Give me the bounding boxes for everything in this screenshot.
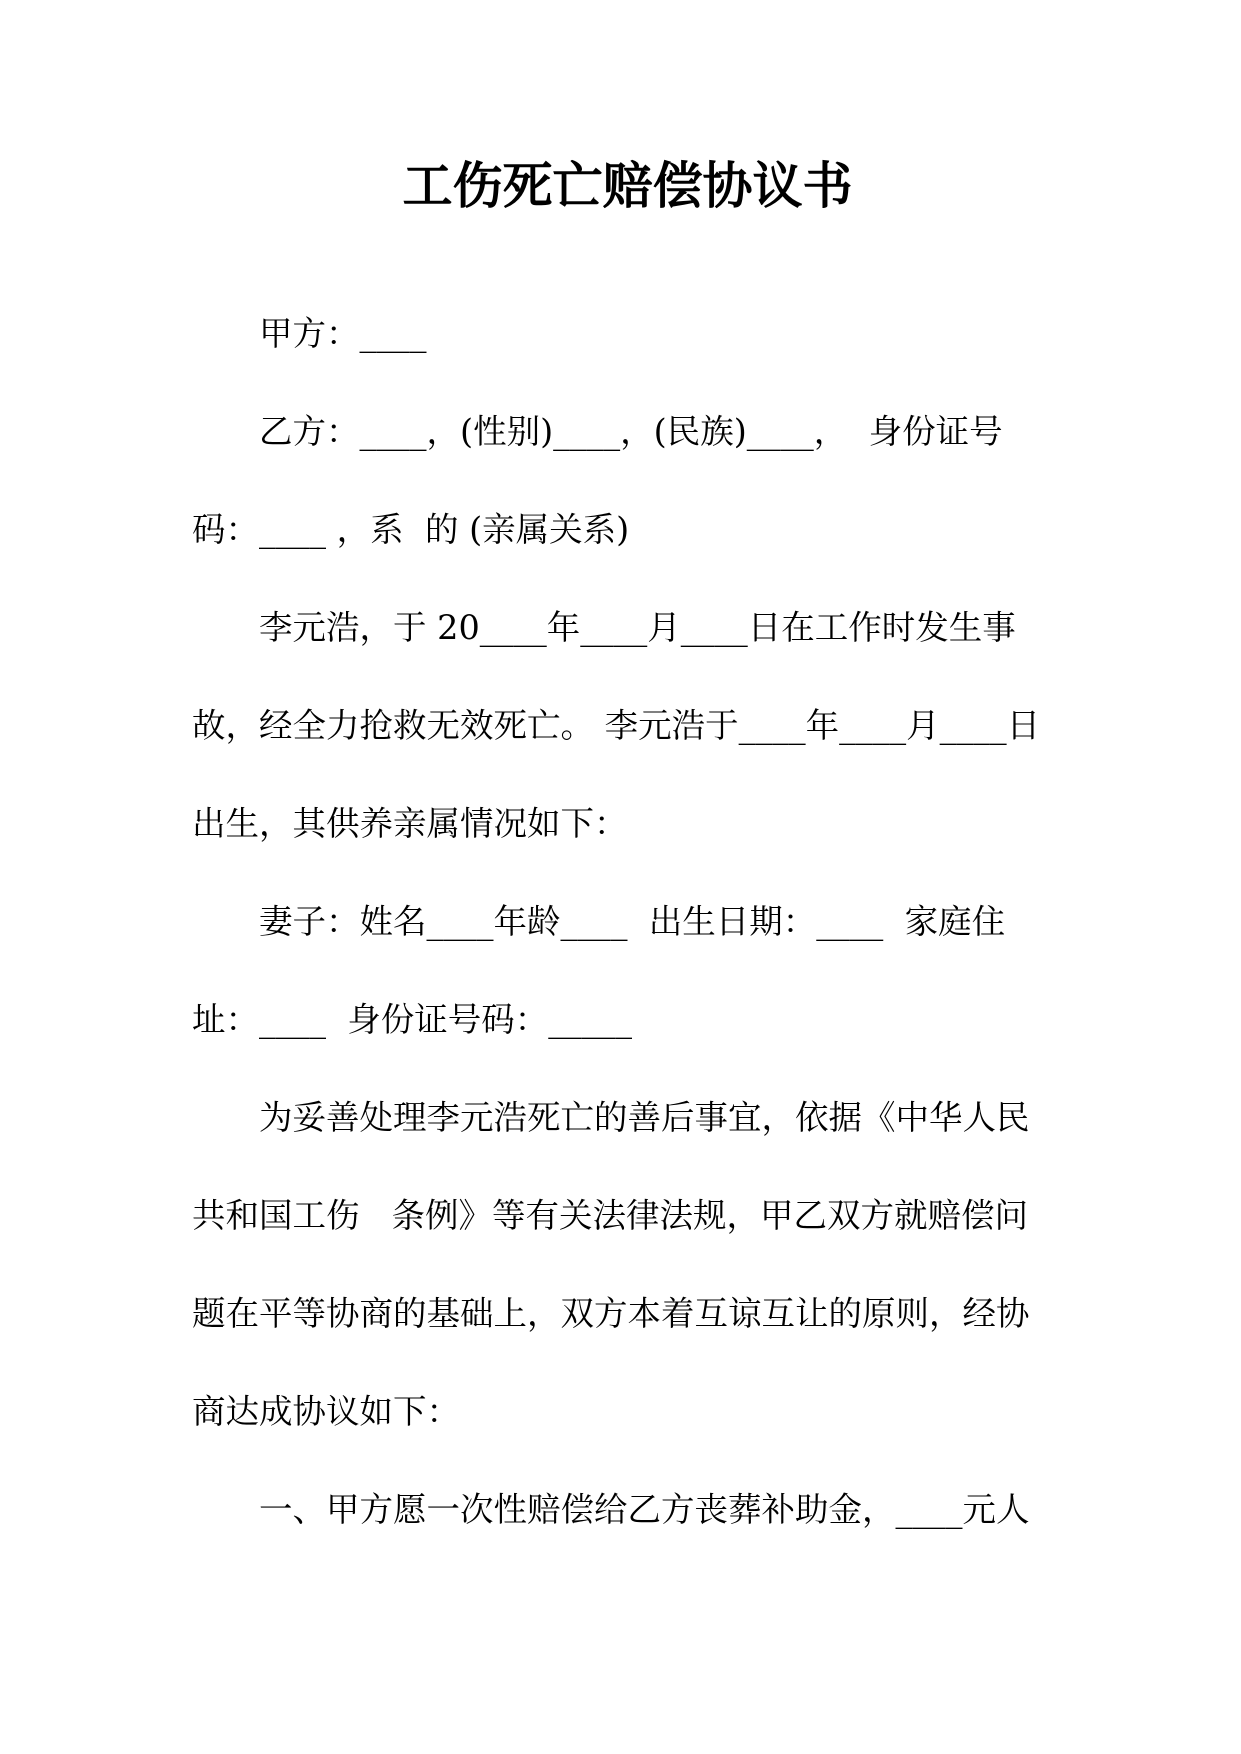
party-b-id-line: 码：____ ，系 的 (亲属关系) xyxy=(192,510,630,549)
purpose-line-4: 商达成协议如下： xyxy=(192,1392,460,1431)
clause-one-line: 一、甲方愿一次性赔偿给乙方丧葬补助金，____元人 xyxy=(259,1490,1030,1529)
spouse-line-2: 址：____ 身份证号码：_____ xyxy=(192,1000,633,1039)
document-body xyxy=(192,285,1092,1559)
accident-line-2: 故，经全力抢救无效死亡。 李元浩于____年____月____日 xyxy=(192,706,1041,745)
purpose-line-3: 题在平等协商的基础上，双方本着互谅互让的原则，经协 xyxy=(192,1294,1030,1333)
accident-line-1: 李元浩，于 20____年____月____日在工作时发生事 xyxy=(259,608,1016,647)
document-title: 工伤死亡赔偿协议书 xyxy=(402,156,853,215)
party-a-line: 甲方：____ xyxy=(259,314,427,353)
purpose-line-1: 为妥善处理李元浩死亡的善后事宜，依据《中华人民 xyxy=(259,1098,1030,1137)
party-b-line: 乙方：____，(性别)____，(民族)____， 身份证号 xyxy=(259,412,1003,451)
spouse-line-1: 妻子：姓名____年龄____ 出生日期：____ 家庭住 xyxy=(259,902,1006,941)
purpose-line-2: 共和国工伤 条例》等有关法律法规，甲乙双方就赔偿问 xyxy=(192,1196,1028,1235)
accident-line-3: 出生，其供养亲属情况如下： xyxy=(192,804,628,843)
